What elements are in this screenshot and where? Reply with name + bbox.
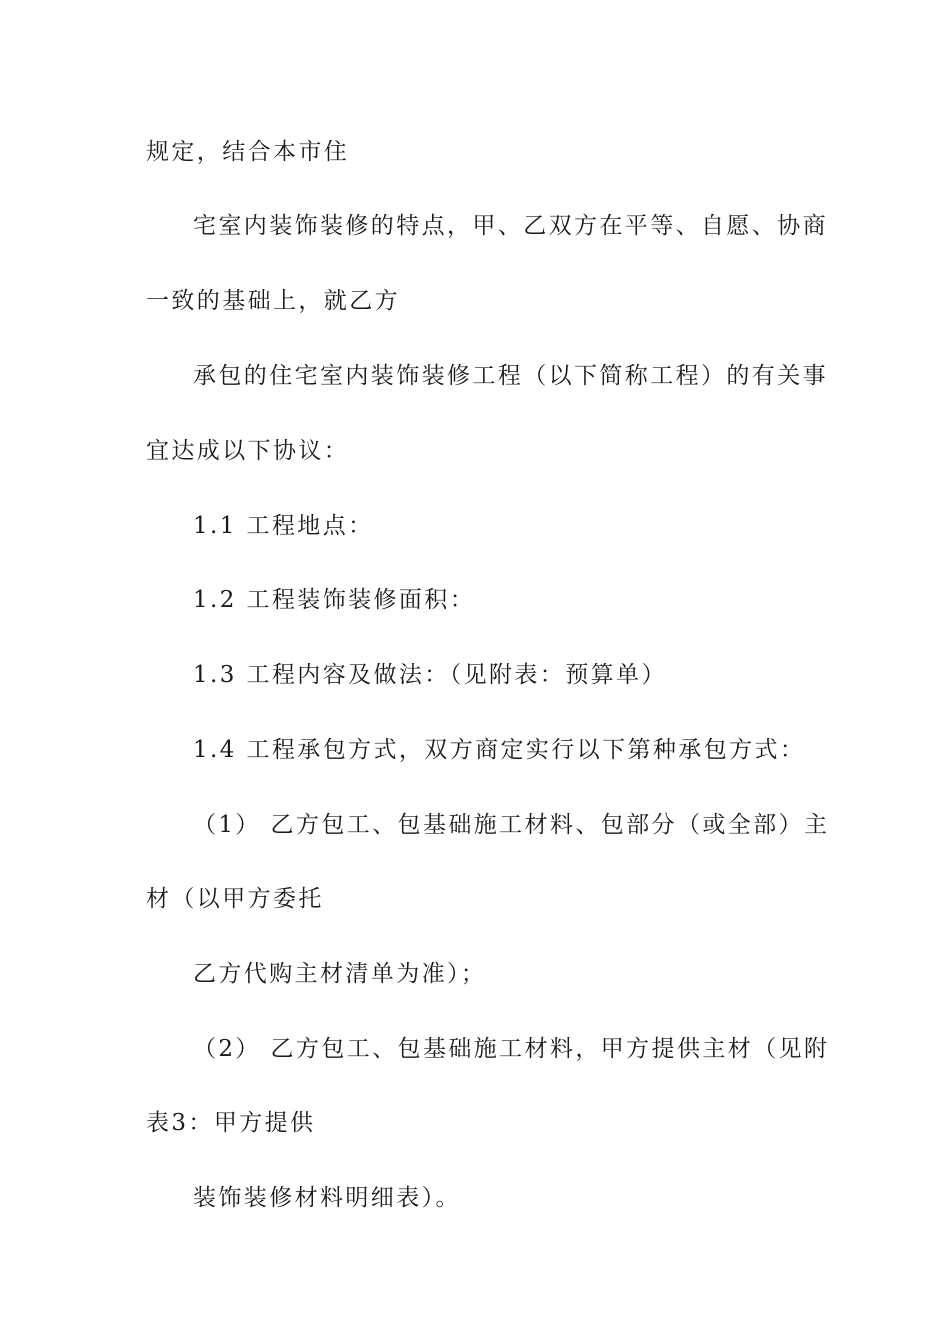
clause-1-2: 1.2 工程装饰装修面积： — [193, 587, 476, 613]
option-2-line-1: （2） 乙方包工、包基础施工材料，甲方提供主材（见附 — [193, 1036, 830, 1062]
option-1-line-1: （1） 乙方包工、包基础施工材料、包部分（或全部）主 — [193, 812, 830, 838]
clause-1-3: 1.3 工程内容及做法：（见附表：预算单） — [193, 662, 667, 688]
option-1-line-2: 材（以甲方委托 — [146, 886, 324, 912]
text-line-3: 一致的基础上，就乙方 — [146, 288, 400, 314]
option-2-line-3: 装饰装修材料明细表）。 — [193, 1185, 461, 1211]
option-2-line-2: 表3：甲方提供 — [146, 1110, 316, 1136]
clause-1-4: 1.4 工程承包方式，双方商定实行以下第种承包方式： — [193, 737, 806, 763]
text-line-2: 宅室内装饰装修的特点，甲、乙双方在平等、自愿、协商 — [193, 213, 828, 239]
text-line-1: 规定，结合本市住 — [146, 139, 350, 165]
option-1-line-3: 乙方代购主材清单为准）； — [193, 961, 487, 987]
text-line-5: 宜达成以下协议： — [146, 438, 350, 464]
text-line-4: 承包的住宅室内装饰装修工程（以下简称工程）的有关事 — [193, 363, 828, 389]
clause-1-1: 1.1 工程地点： — [193, 513, 374, 539]
